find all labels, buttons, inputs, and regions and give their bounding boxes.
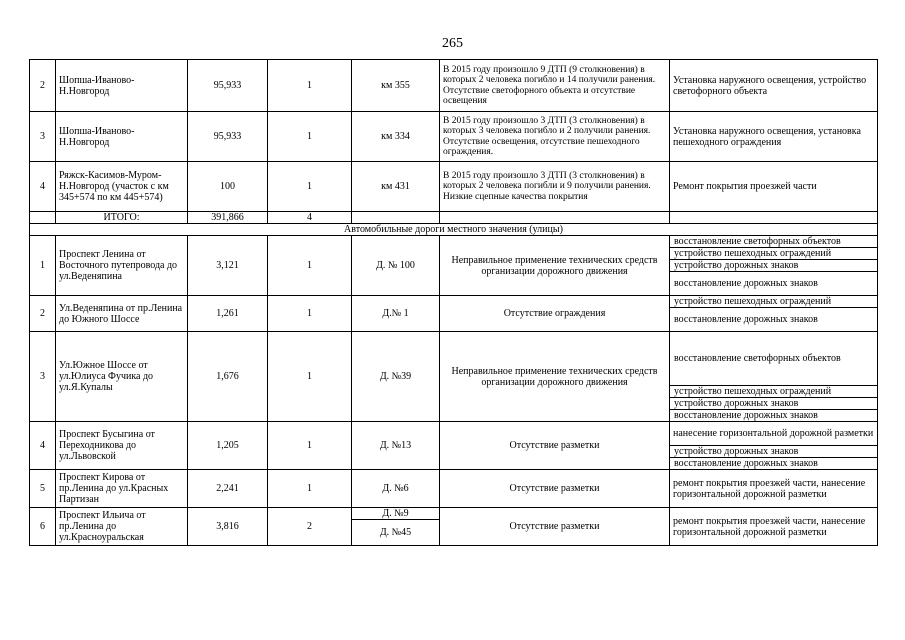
site-count: 1 [268, 112, 352, 162]
road-safety-table [29, 59, 878, 546]
measure-item: устройство дорожных знаков [670, 260, 878, 272]
measure-item: устройство пешеходных ограждений [670, 386, 878, 398]
measures: Ремонт покрытия проезжей части [670, 162, 878, 212]
page-number: 265 [442, 36, 463, 51]
road-length: 1,261 [188, 296, 268, 332]
section-title: Автомобильные дороги местного значения (улицы) [30, 224, 878, 236]
row-number: 3 [30, 332, 56, 422]
measure-item: восстановление дорожных знаков [670, 410, 878, 422]
road-length: 1,205 [188, 422, 268, 470]
problem-description: Отсутствие разметки [440, 422, 670, 470]
problem-description: Отсутствие ограждения [440, 296, 670, 332]
table-row [30, 422, 878, 446]
measure-item: ремонт покрытия проезжей части, нанесение горизонтальной дорожной разметки [670, 470, 878, 508]
table-row [30, 236, 878, 248]
measure-item: восстановление дорожных знаков [670, 308, 878, 332]
table-row [30, 296, 878, 308]
road-length: 100 [188, 162, 268, 212]
table-row [30, 112, 878, 162]
total-length: 391,866 [188, 212, 268, 224]
road-length: 3,816 [188, 508, 268, 546]
site-count: 1 [268, 162, 352, 212]
site-count: 1 [268, 332, 352, 422]
road-name: Проспект Ленина от Восточного путепровода до ул.Веденяпина [56, 236, 188, 296]
site-location: Д. №6 [352, 470, 440, 508]
measure-item: восстановление дорожных знаков [670, 458, 878, 470]
site-location: Д. №9 [352, 508, 440, 520]
table-row [30, 332, 878, 386]
problem-description: Неправильное применение технических средств организации дорожного движения [440, 332, 670, 422]
problem-description: Неправильное применение технических средств организации дорожного движения [440, 236, 670, 296]
row-number: 2 [30, 60, 56, 112]
road-name: Шопша-Иваново-Н.Новгород [56, 112, 188, 162]
road-name: Проспект Кирова от пр.Ленина до ул.Красных Партизан [56, 470, 188, 508]
measures: Установка наружного освещения, установка пешеходного ограждения [670, 112, 878, 162]
problem-description: Отсутствие разметки [440, 470, 670, 508]
site-count: 2 [268, 508, 352, 546]
road-name: Шопша-Иваново-Н.Новгород [56, 60, 188, 112]
road-name: Ул.Веденяпина от пр.Ленина до Южного Шоссе [56, 296, 188, 332]
measure-item: восстановление светофорных объектов [670, 236, 878, 248]
row-number: 4 [30, 162, 56, 212]
site-location: км 355 [352, 60, 440, 112]
total-row [30, 212, 878, 224]
site-location: Д.№ 1 [352, 296, 440, 332]
site-count: 1 [268, 236, 352, 296]
site-location: Д. № 100 [352, 236, 440, 296]
site-count: 1 [268, 296, 352, 332]
table-row [30, 60, 878, 112]
site-count: 1 [268, 60, 352, 112]
road-length: 95,933 [188, 60, 268, 112]
measures: Установка наружного освещения, устройство светофорного объекта [670, 60, 878, 112]
road-name: Проспект Бусыгина от Переходникова до ул.Львовской [56, 422, 188, 470]
measure-item: устройство пешеходных ограждений [670, 248, 878, 260]
section-header-row [30, 224, 878, 236]
site-location: км 334 [352, 112, 440, 162]
road-length: 95,933 [188, 112, 268, 162]
total-count: 4 [268, 212, 352, 224]
total-label: ИТОГО: [56, 212, 188, 224]
accident-description: В 2015 году произошло 3 ДТП (3 столкновения) в которых 2 человека погибли и 9 получили ранения. Низкие сцепные качества покрытия [440, 162, 670, 212]
row-number: 6 [30, 508, 56, 546]
row-number: 1 [30, 236, 56, 296]
measure-item: восстановление дорожных знаков [670, 272, 878, 296]
site-location: км 431 [352, 162, 440, 212]
accident-description: В 2015 году произошло 9 ДТП (9 столкновения) в которых 2 человека погибло и 14 получили ранения. Отсутствие светофорного объекта и отсутствие освещения [440, 60, 670, 112]
measure-item: восстановление светофорных объектов [670, 332, 878, 386]
road-name: Ул.Южное Шоссе от ул.Юлиуса Фучика до ул.Я.Купалы [56, 332, 188, 422]
road-name: Проспект Ильича от пр.Ленина до ул.Красноуральская [56, 508, 188, 546]
table-row [30, 470, 878, 508]
row-number: 4 [30, 422, 56, 470]
row-number: 5 [30, 470, 56, 508]
problem-description: Отсутствие разметки [440, 508, 670, 546]
row-number: 2 [30, 296, 56, 332]
site-location: Д. №45 [352, 520, 440, 546]
site-location: Д. №13 [352, 422, 440, 470]
measure-item: устройство дорожных знаков [670, 398, 878, 410]
table-row [30, 508, 878, 520]
accident-description: В 2015 году произошло 3 ДТП (3 столкновения) в которых 3 человека погибло и 2 получили ранения. Отсутствие освещения, отсутствие пешеходного ограждения. [440, 112, 670, 162]
site-count: 1 [268, 422, 352, 470]
road-name: Ряжск-Касимов-Муром-Н.Новгород (участок с км 345+574 по км 445+574) [56, 162, 188, 212]
road-length: 2,241 [188, 470, 268, 508]
row-number: 3 [30, 112, 56, 162]
table-row [30, 162, 878, 212]
road-length: 1,676 [188, 332, 268, 422]
measure-item: нанесение горизонтальной дорожной разметки [670, 422, 878, 446]
road-length: 3,121 [188, 236, 268, 296]
site-location: Д. №39 [352, 332, 440, 422]
measure-item: устройство дорожных знаков [670, 446, 878, 458]
measure-item: устройство пешеходных ограждений [670, 296, 878, 308]
measure-item: ремонт покрытия проезжей части, нанесение горизонтальной дорожной разметки [670, 508, 878, 546]
site-count: 1 [268, 470, 352, 508]
